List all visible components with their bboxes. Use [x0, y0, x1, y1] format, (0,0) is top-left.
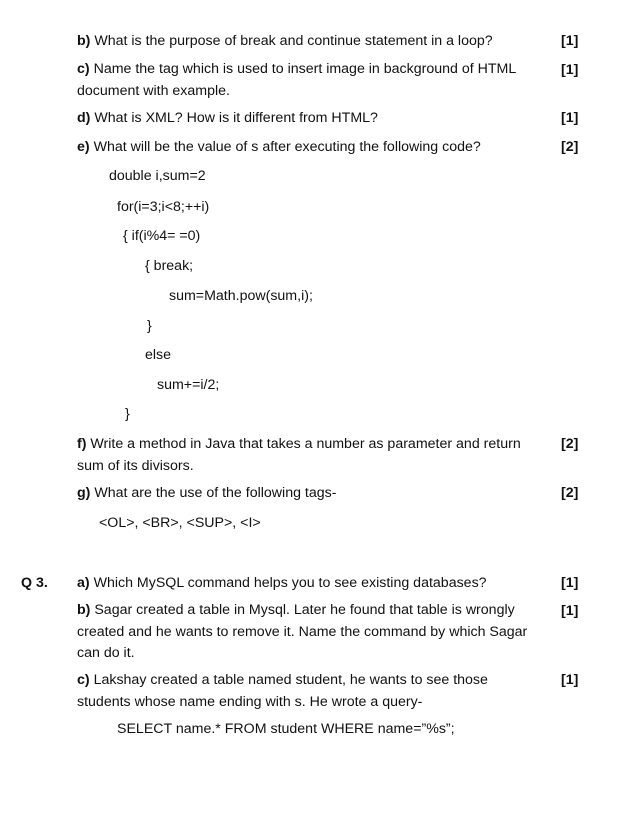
question-text: Lakshay created a table named student, he wants to see those students whose name ending with s. He wrote a query- — [77, 672, 488, 710]
question-label: a) — [77, 575, 90, 591]
marks-2d: [1] — [561, 110, 579, 126]
question-text: Which MySQL command helps you to see existing databases? — [89, 575, 487, 591]
code-line: } — [147, 318, 152, 334]
question-2e — [77, 137, 545, 159]
code-line: { if(i%4= =0) — [123, 228, 201, 244]
question-label: b) — [77, 602, 91, 618]
question-text: Write a method in Java that takes a number as parameter and return sum of its divisors. — [77, 436, 521, 474]
question-3a — [77, 573, 545, 595]
question-label: g) — [77, 485, 91, 501]
question-text: What will be the value of s after executing the following code? — [89, 139, 481, 155]
question-3c — [77, 670, 507, 713]
question-2d — [77, 108, 545, 130]
sql-query: SELECT name.* FROM student WHERE name=”%s”; — [117, 721, 455, 737]
marks-3a: [1] — [561, 575, 579, 591]
marks-2g: [2] — [561, 485, 579, 501]
question-2f — [77, 434, 542, 477]
marks-2e: [2] — [561, 139, 579, 155]
question-text: Sagar created a table in Mysql. Later he found that table is wrongly created and he wants to remove it. Name the command by which Sagar can do it. — [77, 602, 528, 661]
code-line: sum+=i/2; — [157, 377, 220, 393]
question-label: f) — [77, 436, 87, 452]
question-label: c) — [77, 672, 90, 688]
question-text: Name the tag which is used to insert image in background of HTML document with example. — [77, 61, 516, 99]
question-text: What are the use of the following tags- — [90, 485, 337, 501]
code-line: for(i=3;i<8;++i) — [117, 199, 210, 215]
marks-3b: [1] — [561, 603, 579, 619]
question-label: d) — [77, 110, 91, 126]
code-line: else — [145, 347, 172, 363]
question-2c — [77, 59, 539, 102]
code-line: { break; — [145, 258, 194, 274]
tags-list: <OL>, <BR>, <SUP>, <I> — [99, 515, 261, 531]
question-label: e) — [77, 139, 90, 155]
marks-2c: [1] — [561, 62, 579, 78]
question-label: b) — [77, 33, 91, 49]
question-3b — [77, 600, 543, 665]
question-2b — [77, 31, 545, 53]
question-label: c) — [77, 61, 90, 77]
question-number: Q 3. — [21, 575, 48, 591]
question-text: What is the purpose of break and continue statement in a loop? — [90, 33, 493, 49]
question-2g — [77, 483, 545, 505]
code-line: sum=Math.pow(sum,i); — [169, 288, 313, 304]
code-line: } — [125, 406, 130, 422]
code-line: double i,sum=2 — [109, 168, 206, 184]
marks-2f: [2] — [561, 436, 579, 452]
question-text: What is XML? How is it different from HTML? — [90, 110, 378, 126]
marks-3c: [1] — [561, 672, 579, 688]
marks-2b: [1] — [561, 33, 579, 49]
